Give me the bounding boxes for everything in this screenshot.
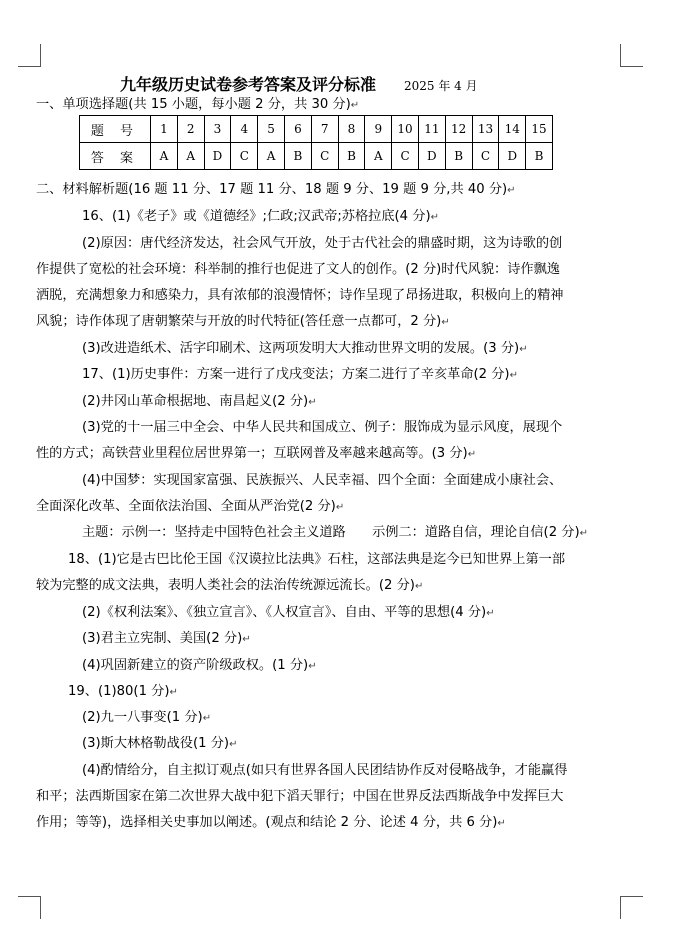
answer-line: (3)斯大林格勒战役(1 分)↵: [82, 736, 238, 751]
crop-mark-top-right: [620, 44, 643, 67]
answer-cell: B: [526, 143, 553, 170]
answer-cell: B: [445, 143, 472, 170]
answer-line: 风貌；诗作体现了唐朝繁荣与开放的时代特征(答任意一点都可，2 分)↵: [36, 314, 450, 329]
section-2-heading: 二、材料解析题(16 题 11 分、17 题 11 分、18 题 9 分、19 题 9 分,共 40 分)↵: [36, 182, 516, 197]
question-number: 7: [311, 116, 338, 143]
answer-line: 17、(1)历史事件：方案一进行了戊戌变法；方案二进行了辛亥革命(2 分)↵: [82, 367, 518, 382]
document-header: [120, 72, 640, 94]
question-number: 2: [177, 116, 204, 143]
table-row-numbers: [80, 116, 553, 143]
question-number: 3: [204, 116, 231, 143]
question-number: 15: [526, 116, 553, 143]
paragraph-mark-icon: ↵: [507, 185, 516, 196]
answer-line: 作提供了宽松的社会环境：科举制的推行也促进了文人的创作。(2 分)时代风貌：诗作飘逸: [36, 262, 560, 277]
question-number: 1: [151, 116, 178, 143]
question-number: 4: [231, 116, 258, 143]
answer-cell: D: [418, 143, 445, 170]
answer-cell: C: [392, 143, 419, 170]
crop-mark-bottom-right: [620, 896, 643, 919]
answer-line: (4)中国梦：实现国家富强、民族振兴、人民幸福、四个全面：全面建成小康社会、: [82, 473, 563, 488]
answer-line: (4)巩固新建立的资产阶级政权。(1 分)↵: [82, 658, 317, 673]
answer-cell: A: [258, 143, 285, 170]
document-title: 九年级历史试卷参考答案及评分标准: [120, 75, 377, 94]
answer-line: (3)君主立宪制、美国(2 分)↵: [82, 631, 251, 646]
section-1-heading: 一、单项选择题(共 15 小题，每小题 2 分，共 30 分)↵: [36, 97, 360, 112]
question-number: 13: [472, 116, 499, 143]
paragraph-mark-icon: ↵: [350, 100, 360, 111]
answer-cell: D: [204, 143, 231, 170]
answer-line: (3)改进造纸术、活字印刷术、这两项发明大大推动世界文明的发展。(3 分)↵: [82, 341, 528, 356]
answer-line: 18、(1)它是古巴比伦王国《汉谟拉比法典》石柱，这部法典是迄今已知世界上第一部: [68, 552, 566, 567]
question-number: 5: [258, 116, 285, 143]
row-header-answer: 答 案: [80, 143, 151, 170]
question-number: 6: [284, 116, 311, 143]
answer-table: [79, 115, 553, 170]
answer-cell: B: [338, 143, 365, 170]
answer-cell: B: [284, 143, 311, 170]
answer-cell: A: [177, 143, 204, 170]
question-number: 12: [445, 116, 472, 143]
answer-line: (3)党的十一届三中全会、中华人民共和国成立、例子：服饰成为显示风度，展现个: [82, 420, 563, 435]
crop-mark-bottom-left: [18, 896, 41, 919]
answer-cell: D: [499, 143, 526, 170]
question-number: 8: [338, 116, 365, 143]
answer-cell: A: [151, 143, 178, 170]
answer-line: (4)酌情给分，自主拟订观点(如只有世界各国人民团结协作反对侵略战争，才能赢得: [82, 763, 568, 778]
answer-cell: C: [472, 143, 499, 170]
answer-cell: C: [311, 143, 338, 170]
answer-line: (2)原因：唐代经济发达，社会风气开放，处于古代社会的鼎盛时期，这为诗歌的创: [82, 236, 563, 251]
answer-line: (2)井冈山革命根据地、南昌起义(2 分)↵: [82, 394, 317, 409]
answer-line: 较为完整的成文法典，表明人类社会的法治传统源远流长。(2 分)↵: [36, 578, 424, 593]
question-number: 11: [418, 116, 445, 143]
question-number: 10: [392, 116, 419, 143]
question-number: 9: [365, 116, 392, 143]
answer-cell: A: [365, 143, 392, 170]
table-row-answers: [80, 143, 553, 170]
answer-line: 和平；法西斯国家在第二次世界大战中犯下滔天罪行；中国在世界反法西斯战争中发挥巨大: [36, 789, 564, 804]
answer-line: (2)九一八事变(1 分)↵: [82, 710, 212, 725]
row-header-number: 题 号: [80, 116, 151, 143]
answer-line: 主题：示例一：坚持走中国特色社会主义道路 示例二：道路自信，理论自信(2 分)↵: [82, 525, 589, 540]
answer-line: 洒脱，充满想象力和感染力，具有浓郁的浪漫情怀；诗作呈现了昂扬进取，积极向上的精神: [36, 288, 564, 303]
answer-line: 作用；等等)，选择相关史事加以阐述。(观点和结论 2 分、论述 4 分，共 6 分)↵: [36, 815, 506, 830]
document-date: 2025 年 4 月: [404, 79, 478, 93]
answer-line: 19、(1)80(1 分)↵: [68, 684, 178, 699]
answer-cell: C: [231, 143, 258, 170]
question-number: 14: [499, 116, 526, 143]
answer-line: 全面深化改革、全面依法治国、全面从严治党(2 分)↵: [36, 499, 345, 514]
crop-mark-top-left: [18, 44, 41, 67]
answer-line: (2)《权利法案》、《独立宣言》、《人权宣言》、自由、平等的思想(4 分)↵: [82, 605, 495, 620]
answer-line: 性的方式；高铁营业里程位居世界第一；互联网普及率越来越高等。(3 分)↵: [36, 446, 477, 461]
answer-line: 16、(1)《老子》或《道德经》;仁政;汉武帝;苏格拉底(4 分)↵: [82, 209, 439, 224]
